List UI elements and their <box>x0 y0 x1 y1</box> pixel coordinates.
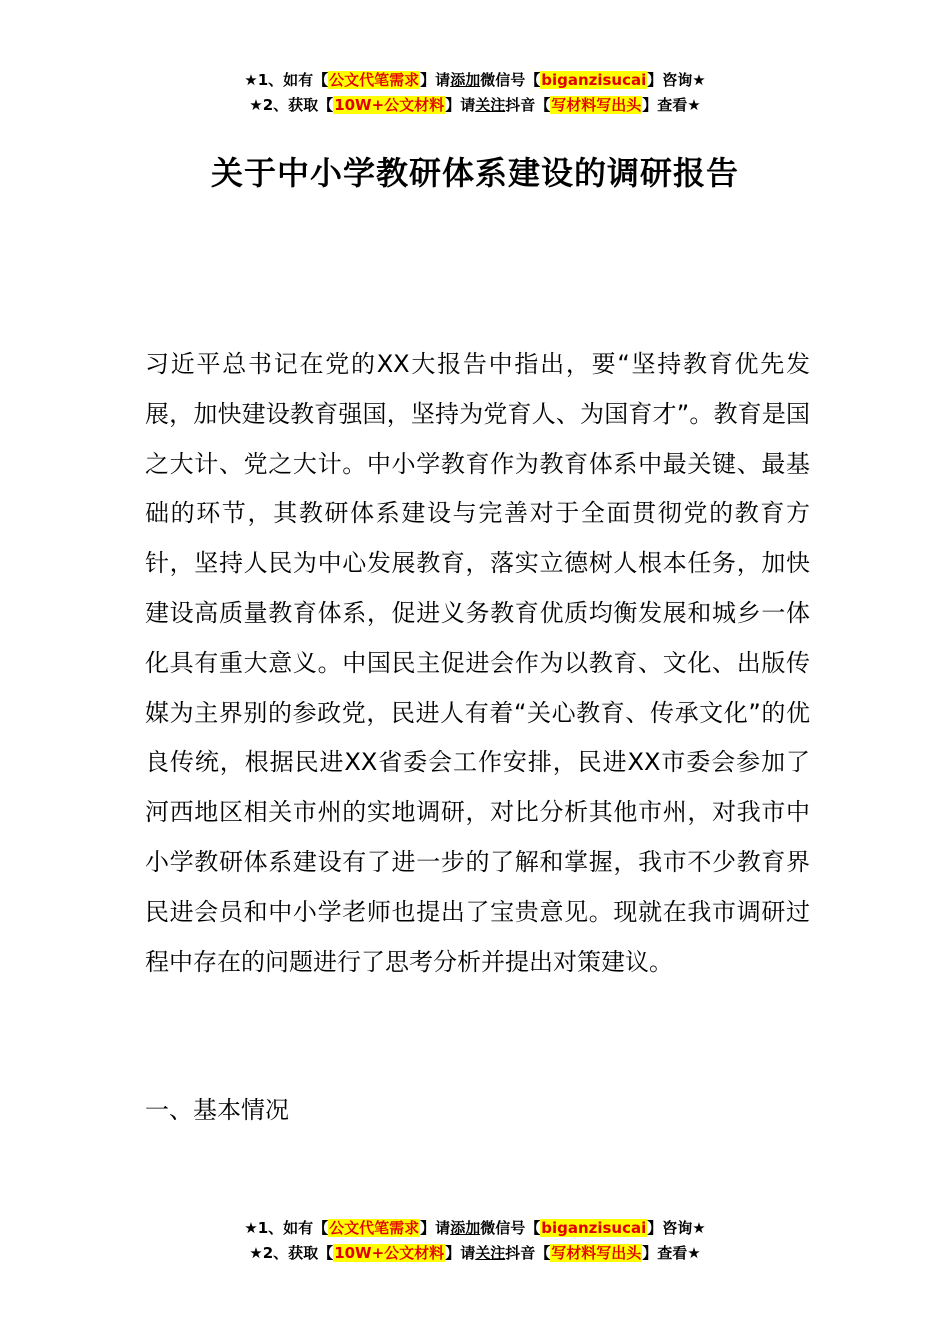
promo-text: 】查看★ <box>642 96 701 114</box>
promo-emphasis: 添加 <box>450 1219 481 1237</box>
promo-text: 】请 <box>420 1219 451 1237</box>
promo-text: 】请 <box>445 96 476 114</box>
promo-emphasis: 关注 <box>475 96 506 114</box>
promo-line-2 <box>0 1241 950 1266</box>
promo-text: 】咨询★ <box>647 1219 706 1237</box>
promo-text: 】请 <box>420 71 451 89</box>
promo-line-2 <box>0 93 950 118</box>
promo-highlight: biganzisucai <box>541 71 647 89</box>
promo-line-1 <box>0 68 950 93</box>
promo-text: ★1、如有【 <box>244 71 329 89</box>
promo-text: 微信号【 <box>480 71 541 89</box>
promo-text: 抖音【 <box>505 96 551 114</box>
promo-highlight: 公文代笔需求 <box>329 1219 420 1237</box>
promo-emphasis: 添加 <box>450 71 481 89</box>
promo-highlight: biganzisucai <box>541 1219 647 1237</box>
header-promo <box>0 68 950 118</box>
promo-text: ★1、如有【 <box>244 1219 329 1237</box>
promo-highlight: 写材料写出头 <box>551 96 642 114</box>
promo-highlight: 公文代笔需求 <box>329 71 420 89</box>
promo-text: 】查看★ <box>642 1244 701 1262</box>
promo-text: 】咨询★ <box>647 71 706 89</box>
section-heading: 一、基本情况 <box>145 1096 289 1124</box>
promo-highlight: 10W+公文材料 <box>334 96 445 114</box>
promo-highlight: 10W+公文材料 <box>334 1244 445 1262</box>
promo-text: ★2、获取【 <box>249 96 334 114</box>
promo-text: 抖音【 <box>505 1244 551 1262</box>
body-paragraph: 习近平总书记在党的XX大报告中指出，要“坚持教育优先发展，加快建设教育强国，坚持为党育人、为国育才”。教育是国之大计、党之大计。中小学教育作为教育体系中最关键、最基础的环节，其教研体系建设与完善对于全面贯彻党的教育方针，坚持人民为中心发展教育，落实立德树人根本任务，加快建设高质量教育体系，促进义务教育优质均衡发展和城乡一体化具有重大意义。中国民主促进会作为以教育、文化、出版传媒为主界别的参政党，民进人有着“关心教育、传承文化”的优良传统，根据民进XX省委会工作安排，民进XX市委会参加了河西地区相关市州的实地调研，对比分析其他市州，对我市中小学教研体系建设有了进一步的了解和掌握，我市不少教育界民进会员和中小学老师也提出了宝贵意见。现就在我市调研过程中存在的问题进行了思考分析并提出对策建议。 <box>145 350 810 976</box>
footer-promo <box>0 1216 950 1266</box>
promo-line-1 <box>0 1216 950 1241</box>
promo-highlight: 写材料写出头 <box>551 1244 642 1262</box>
promo-text: 微信号【 <box>480 1219 541 1237</box>
promo-text: 】请 <box>445 1244 476 1262</box>
promo-text: ★2、获取【 <box>249 1244 334 1262</box>
promo-emphasis: 关注 <box>475 1244 506 1262</box>
document-title: 关于中小学教研体系建设的调研报告 <box>210 154 739 192</box>
